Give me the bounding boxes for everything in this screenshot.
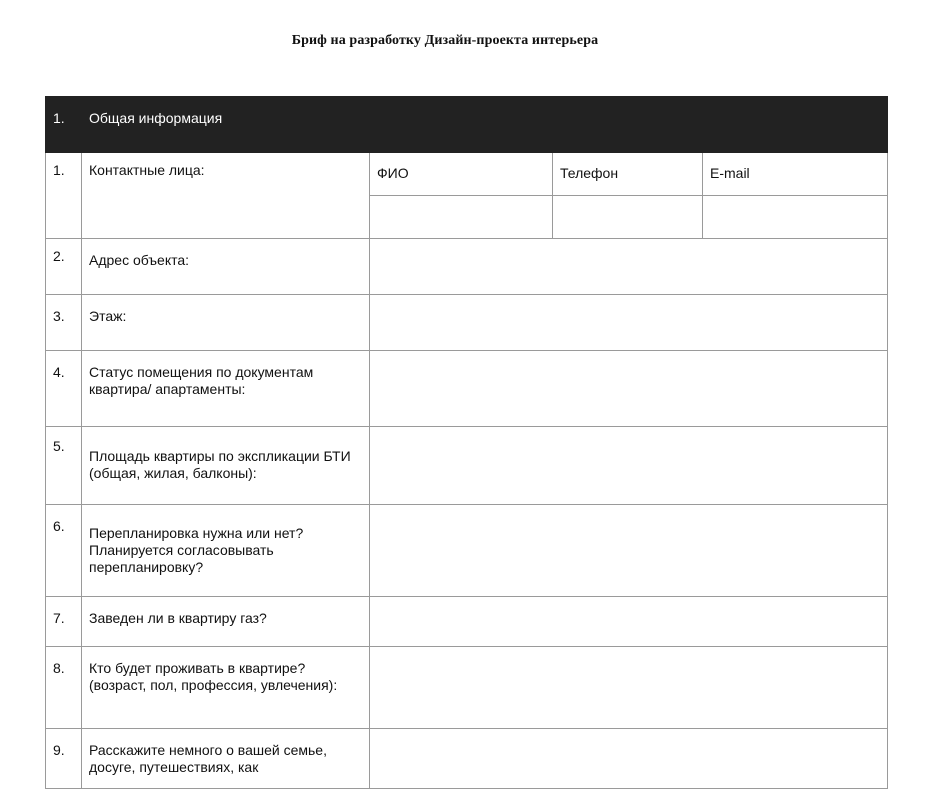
contact-name-field[interactable] [370,196,553,239]
row-number: 8. [46,647,82,729]
table-row [46,427,888,505]
answer-field[interactable] [370,295,888,351]
question-label: Кто будет проживать в квартире? (возраст, пол, профессия, увлечения): [82,647,370,729]
row-number: 2. [46,239,82,295]
row-number: 7. [46,597,82,647]
section-number: 1. [46,97,82,153]
question-label: Перепланировка нужна или нет? Планируется согласовывать перепланировку? [82,505,370,597]
row-number: 3. [46,295,82,351]
row-number: 9. [46,729,82,789]
contact-email-field[interactable] [703,196,888,239]
contacts-column-email: E-mail [703,153,888,196]
section-header-blank [370,97,888,153]
question-label: Адрес объекта: [82,239,370,295]
section-header-row [46,97,888,153]
question-label: Этаж: [82,295,370,351]
brief-table [45,96,888,789]
table-row [46,729,888,789]
row-number: 6. [46,505,82,597]
question-label: Расскажите немного о вашей семье, досуге, путешествиях, как [82,729,370,789]
section-title: Общая информация [82,97,370,153]
table-row [46,647,888,729]
contacts-row [46,153,888,196]
table-row [46,239,888,295]
question-label: Заведен ли в квартиру газ? [82,597,370,647]
row-number: 5. [46,427,82,505]
answer-field[interactable] [370,647,888,729]
answer-field[interactable] [370,597,888,647]
answer-field[interactable] [370,239,888,295]
table-row [46,597,888,647]
question-label: Статус помещения по документам квартира/ апартаменты: [82,351,370,427]
contact-phone-field[interactable] [553,196,703,239]
answer-field[interactable] [370,505,888,597]
answer-field[interactable] [370,427,888,505]
table-row [46,295,888,351]
table-row [46,351,888,427]
table-row [46,505,888,597]
question-label: Площадь квартиры по экспликации БТИ (общая, жилая, балконы): [82,427,370,505]
answer-field[interactable] [370,729,888,789]
contacts-label: Контактные лица: [82,153,370,239]
document-title: Бриф на разработку Дизайн-проекта интерьера [291,33,599,48]
row-number: 1. [46,153,82,239]
row-number: 4. [46,351,82,427]
answer-field[interactable] [370,351,888,427]
contacts-column-name: ФИО [370,153,553,196]
contacts-column-phone: Телефон [553,153,703,196]
